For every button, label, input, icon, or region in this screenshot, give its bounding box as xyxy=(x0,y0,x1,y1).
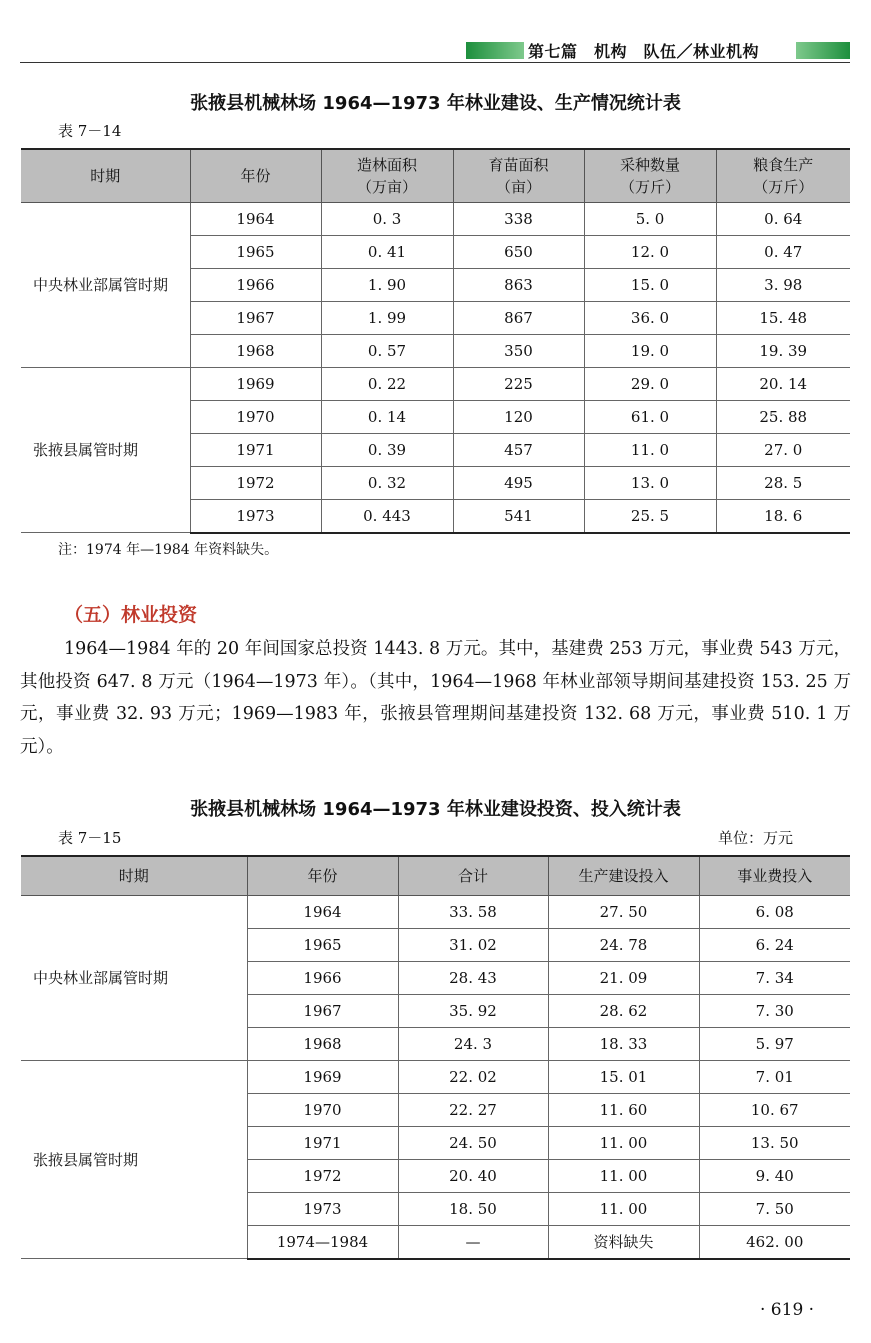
year-cell: 1971 xyxy=(190,434,321,467)
year-cell: 1966 xyxy=(247,962,398,995)
value-cell: 13. 0 xyxy=(584,467,716,500)
value-cell: 35. 92 xyxy=(398,995,548,1028)
value-cell: 15. 01 xyxy=(548,1061,699,1094)
header-rule xyxy=(20,62,850,63)
table-row xyxy=(21,368,850,401)
value-cell: 11. 60 xyxy=(548,1094,699,1127)
running-header: 第七篇 机构 队伍／林业机构 xyxy=(528,42,760,61)
value-cell: 0. 22 xyxy=(321,368,453,401)
value-cell: 18. 50 xyxy=(398,1193,548,1226)
value-cell: 7. 50 xyxy=(699,1193,850,1226)
value-cell: 11. 00 xyxy=(548,1193,699,1226)
value-cell: 28. 43 xyxy=(398,962,548,995)
table1-note: 注：1974 年—1984 年资料缺失。 xyxy=(58,542,279,558)
table1-col-nursery: 育苗面积 （亩） xyxy=(453,149,584,203)
value-cell: 0. 14 xyxy=(321,401,453,434)
year-cell: 1969 xyxy=(247,1061,398,1094)
table2-col-period: 时期 xyxy=(21,856,247,896)
value-cell: 36. 0 xyxy=(584,302,716,335)
value-cell: 25. 88 xyxy=(716,401,850,434)
table2-col-construction: 生产建设投入 xyxy=(548,856,699,896)
value-cell: 61. 0 xyxy=(584,401,716,434)
year-cell: 1966 xyxy=(190,269,321,302)
year-cell: 1972 xyxy=(247,1160,398,1193)
table1-number: 表 7－14 xyxy=(58,122,122,140)
year-cell: 1965 xyxy=(190,236,321,269)
value-cell: 24. 50 xyxy=(398,1127,548,1160)
year-cell: 1965 xyxy=(247,929,398,962)
value-cell: 650 xyxy=(453,236,584,269)
table2-unit: 单位：万元 xyxy=(718,829,794,847)
value-cell: 24. 78 xyxy=(548,929,699,962)
value-cell: 0. 32 xyxy=(321,467,453,500)
value-cell: 24. 3 xyxy=(398,1028,548,1061)
value-cell: 7. 01 xyxy=(699,1061,850,1094)
year-cell: 1972 xyxy=(190,467,321,500)
year-cell: 1971 xyxy=(247,1127,398,1160)
header-green-bar-left xyxy=(466,42,524,59)
year-cell: 1974—1984 xyxy=(247,1226,398,1259)
value-cell: 15. 0 xyxy=(584,269,716,302)
value-cell: 11. 00 xyxy=(548,1160,699,1193)
value-cell: 462. 00 xyxy=(699,1226,850,1259)
table-row xyxy=(21,1061,850,1094)
year-cell: 1968 xyxy=(190,335,321,368)
page-number: · 619 · xyxy=(760,1300,815,1320)
value-cell: 22. 27 xyxy=(398,1094,548,1127)
value-cell: 11. 00 xyxy=(548,1127,699,1160)
value-cell: 33. 58 xyxy=(398,896,548,929)
section-paragraph: 1964—1984 年的 20 年间国家总投资 1443. 8 万元。其中，基建费 253 万元，事业费 543 万元，其他投资 647. 8 万元（1964—1973 年）。（其中，1964—1968 年林业部领导期间基建投资 153. 25 万元，事业费 32. 93 万元；1969—1983 年，张掖县管理期间基建投资 132. 68 万元，事业费 510. 1 万元）。 xyxy=(20,639,851,757)
value-cell: 28. 5 xyxy=(716,467,850,500)
value-cell: 1. 90 xyxy=(321,269,453,302)
table1-col-year: 年份 xyxy=(190,149,321,203)
value-cell: 18. 33 xyxy=(548,1028,699,1061)
value-cell: 6. 08 xyxy=(699,896,850,929)
year-cell: 1968 xyxy=(247,1028,398,1061)
table1-col-period: 时期 xyxy=(21,149,190,203)
value-cell: 0. 57 xyxy=(321,335,453,368)
value-cell: 495 xyxy=(453,467,584,500)
value-cell: 27. 0 xyxy=(716,434,850,467)
value-cell: 31. 02 xyxy=(398,929,548,962)
table2-title: 张掖县机械林场 1964—1973 年林业建设投资、投入统计表 xyxy=(190,799,681,820)
value-cell: 0. 443 xyxy=(321,500,453,533)
value-cell: 15. 48 xyxy=(716,302,850,335)
value-cell: 0. 41 xyxy=(321,236,453,269)
table1-col-seed: 采种数量 （万斤） xyxy=(584,149,716,203)
value-cell: 5. 0 xyxy=(584,203,716,236)
value-cell: 225 xyxy=(453,368,584,401)
table1-header-row xyxy=(21,149,850,203)
value-cell: — xyxy=(398,1226,548,1259)
value-cell: 0. 47 xyxy=(716,236,850,269)
value-cell: 6. 24 xyxy=(699,929,850,962)
table2-col-total: 合计 xyxy=(398,856,548,896)
value-cell: 11. 0 xyxy=(584,434,716,467)
year-cell: 1964 xyxy=(190,203,321,236)
table2-col-operating: 事业费投入 xyxy=(699,856,850,896)
value-cell: 22. 02 xyxy=(398,1061,548,1094)
year-cell: 1969 xyxy=(190,368,321,401)
table1 xyxy=(21,148,850,534)
value-cell: 19. 0 xyxy=(584,335,716,368)
value-cell: 20. 14 xyxy=(716,368,850,401)
table2 xyxy=(21,855,850,1260)
value-cell: 12. 0 xyxy=(584,236,716,269)
period-cell: 中央林业部属管时期 xyxy=(21,203,190,368)
value-cell: 3. 98 xyxy=(716,269,850,302)
year-cell: 1967 xyxy=(247,995,398,1028)
value-cell: 19. 39 xyxy=(716,335,850,368)
table1-col-afforestation: 造林面积 （万亩） xyxy=(321,149,453,203)
value-cell: 541 xyxy=(453,500,584,533)
year-cell: 1967 xyxy=(190,302,321,335)
period-cell: 张掖县属管时期 xyxy=(21,368,190,533)
value-cell: 9. 40 xyxy=(699,1160,850,1193)
value-cell: 10. 67 xyxy=(699,1094,850,1127)
year-cell: 1970 xyxy=(247,1094,398,1127)
value-cell: 28. 62 xyxy=(548,995,699,1028)
period-cell: 中央林业部属管时期 xyxy=(21,896,247,1061)
value-cell: 0. 39 xyxy=(321,434,453,467)
value-cell: 25. 5 xyxy=(584,500,716,533)
table1-col-grain: 粮食生产 （万斤） xyxy=(716,149,850,203)
value-cell: 13. 50 xyxy=(699,1127,850,1160)
year-cell: 1970 xyxy=(190,401,321,434)
value-cell: 18. 6 xyxy=(716,500,850,533)
value-cell: 5. 97 xyxy=(699,1028,850,1061)
value-cell: 29. 0 xyxy=(584,368,716,401)
value-cell: 338 xyxy=(453,203,584,236)
table-row xyxy=(21,203,850,236)
year-cell: 1973 xyxy=(190,500,321,533)
value-cell: 1. 99 xyxy=(321,302,453,335)
value-cell: 350 xyxy=(453,335,584,368)
period-cell: 张掖县属管时期 xyxy=(21,1061,247,1259)
value-cell: 0. 64 xyxy=(716,203,850,236)
value-cell: 0. 3 xyxy=(321,203,453,236)
value-cell: 863 xyxy=(453,269,584,302)
value-cell: 21. 09 xyxy=(548,962,699,995)
table2-header-row xyxy=(21,856,850,896)
table2-col-year: 年份 xyxy=(247,856,398,896)
value-cell: 120 xyxy=(453,401,584,434)
value-cell: 资料缺失 xyxy=(548,1226,699,1259)
value-cell: 457 xyxy=(453,434,584,467)
table-row xyxy=(21,896,850,929)
year-cell: 1964 xyxy=(247,896,398,929)
table2-number: 表 7－15 xyxy=(58,829,122,847)
value-cell: 27. 50 xyxy=(548,896,699,929)
header-green-bar-right xyxy=(796,42,850,59)
value-cell: 7. 34 xyxy=(699,962,850,995)
value-cell: 7. 30 xyxy=(699,995,850,1028)
value-cell: 867 xyxy=(453,302,584,335)
table1-title: 张掖县机械林场 1964—1973 年林业建设、生产情况统计表 xyxy=(190,93,681,114)
section-heading: （五）林业投资 xyxy=(64,604,198,626)
value-cell: 20. 40 xyxy=(398,1160,548,1193)
year-cell: 1973 xyxy=(247,1193,398,1226)
